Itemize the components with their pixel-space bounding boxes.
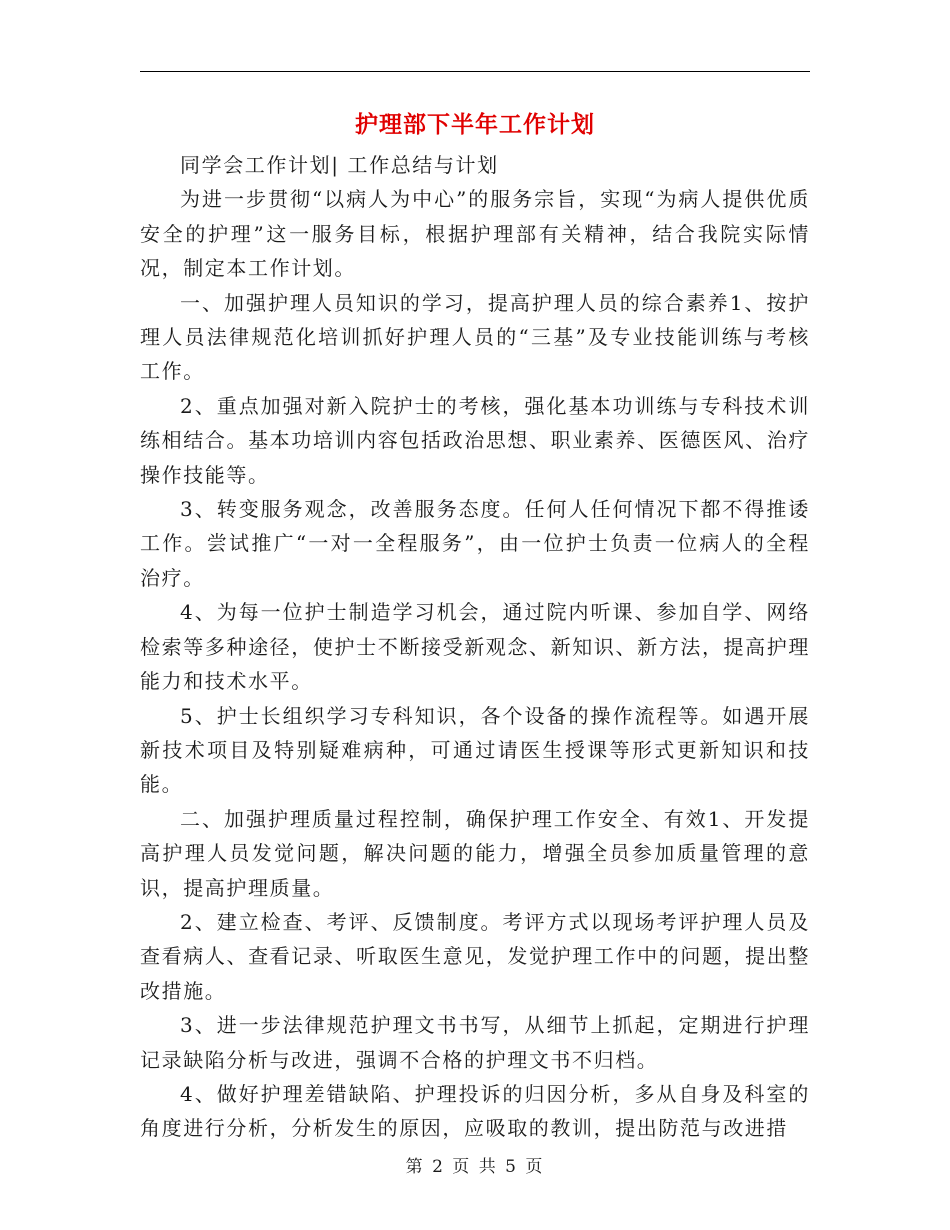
- paragraph: 4、做好护理差错缺陷、护理投诉的归因分析，多从自身及科室的角度进行分析，分析发生的原因，应吸取的教训，提出防范与改进措: [140, 1081, 810, 1141]
- header-rule: [140, 71, 810, 72]
- document-body: [140, 148, 810, 1146]
- paragraph: 一、加强护理人员知识的学习，提高护理人员的综合素养1、按护理人员法律规范化培训抓好护理人员的“三基”及专业技能训练与考核工作。: [140, 290, 810, 384]
- paragraph: 3、进一步法律规范护理文书书写，从细节上抓起，定期进行护理记录缺陷分析与改进，强调不合格的护理文书不归档。: [140, 1013, 810, 1072]
- paragraph: 为进一步贯彻“以病人为中心”的服务宗旨，实现“为病人提供优质安全的护理”这一服务目标，根据护理部有关精神，结合我院实际情况，制定本工作计划。: [140, 187, 810, 281]
- page-number-footer: 第 2 页 共 5 页: [405, 1157, 545, 1177]
- subtitle-line: 同学会工作计划| 工作总结与计划: [180, 153, 499, 177]
- paragraph: 二、加强护理质量过程控制，确保护理工作安全、有效1、开发提高护理人员发觉问题，解决问题的能力，增强全员参加质量管理的意识，提高护理质量。: [140, 806, 810, 900]
- paragraph: 2、重点加强对新入院护士的考核，强化基本功训练与专科技术训练相结合。基本功培训内容包括政治思想、职业素养、医德医风、治疗操作技能等。: [140, 393, 810, 487]
- paragraph: 4、为每一位护士制造学习机会，通过院内听课、参加自学、网络检索等多种途径，使护士不断接受新观念、新知识、新方法，提高护理能力和技术水平。: [140, 600, 810, 694]
- paragraph: 2、建立检查、考评、反馈制度。考评方式以现场考评护理人员及查看病人、查看记录、听取医生意见，发觉护理工作中的问题，提出整改措施。: [140, 909, 810, 1003]
- document-title: 护理部下半年工作计划: [355, 112, 595, 138]
- paragraph: 3、转变服务观念，改善服务态度。任何人任何情况下都不得推诿工作。尝试推广“一对一全程服务”，由一位护士负责一位病人的全程治疗。: [140, 497, 810, 590]
- paragraph: 5、护士长组织学习专科知识，各个设备的操作流程等。如遇开展新技术项目及特别疑难病种，可通过请医生授课等形式更新知识和技能。: [140, 703, 810, 797]
